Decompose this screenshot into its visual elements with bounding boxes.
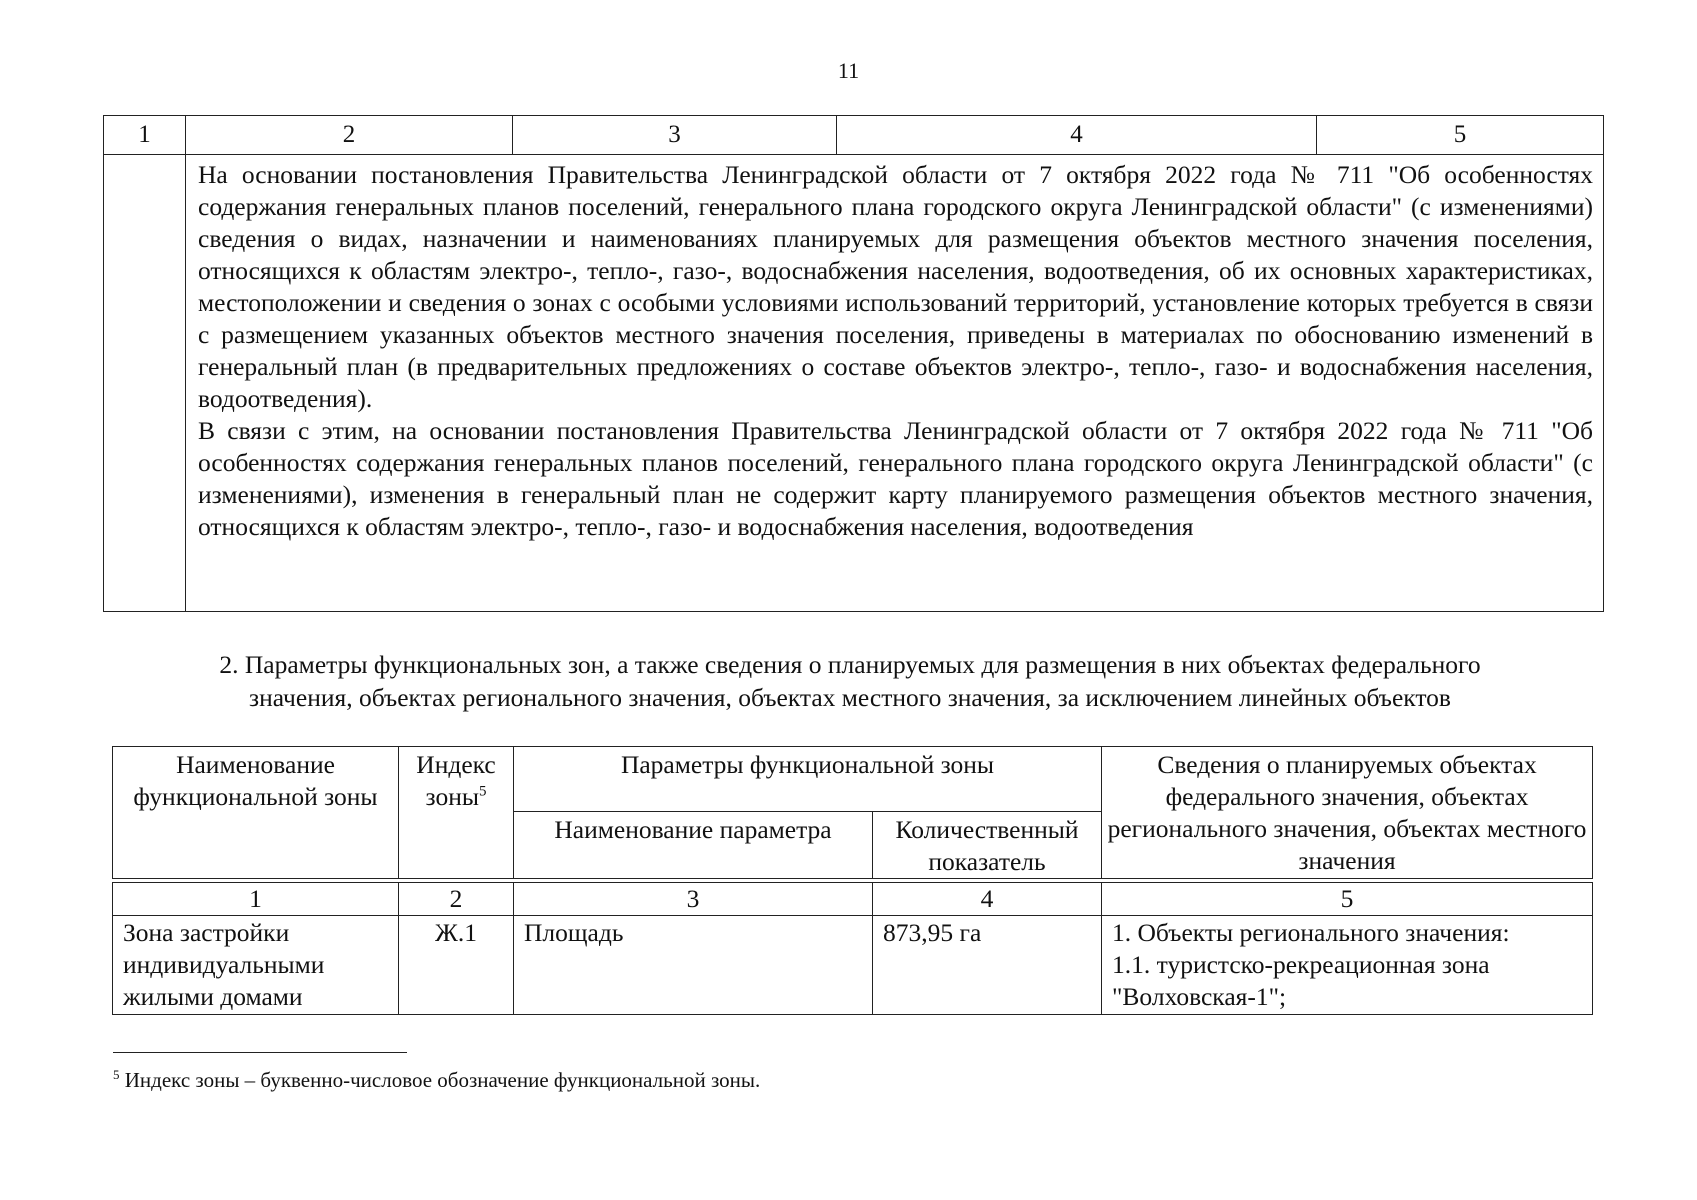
continued-table <box>103 115 1604 612</box>
param-name-cell: Площадь <box>514 916 873 1015</box>
header-param-value: Количественный показатель <box>873 812 1102 879</box>
table-number-row <box>113 883 1593 916</box>
column-number: 1 <box>113 883 399 916</box>
objects-line: 1.1. туристско-рекреационная зона "Волховская-1"; <box>1112 950 1490 1011</box>
section-heading <box>140 648 1560 714</box>
column-number: 2 <box>186 116 513 155</box>
zone-index-cell: Ж.1 <box>399 916 514 1015</box>
table-row <box>104 155 1604 612</box>
column-number: 4 <box>873 883 1102 916</box>
column-number: 3 <box>514 883 873 916</box>
footnote-text: Индекс зоны – буквенно-числовое обозначение функциональной зоны. <box>119 1068 761 1092</box>
table-row <box>113 916 1593 1015</box>
footnote-number: 5 <box>113 1067 120 1082</box>
footnote <box>113 1066 760 1094</box>
section-heading-line: 2. Параметры функциональных зон, а также сведения о планируемых для размещения в них объектах федерального <box>219 650 1481 679</box>
planned-objects-cell <box>1102 916 1593 1015</box>
section-heading-line: значения, объектах регионального значения, объектах местного значения, за исключением линейных объектов <box>249 683 1451 712</box>
footnote-separator <box>113 1052 407 1053</box>
column-number: 1 <box>104 116 186 155</box>
objects-line: 1. Объекты регионального значения: <box>1112 918 1510 947</box>
column-number: 2 <box>399 883 514 916</box>
paragraph: В связи с этим, на основании постановления Правительства Ленинградской области от 7 октября 2022 года № 711 "Об особенностях содержания генеральных планов поселений, генерального плана городского округа Ленинградской области" (с изменениями), изменения в генеральный план не содержит карту планируемого размещения объектов местного значения, относящихся к областям электро-, тепло-, газо- и водоснабжения населения, водоотведения <box>198 416 1593 541</box>
header-param-name: Наименование параметра <box>514 812 873 879</box>
page-number: 11 <box>837 58 860 83</box>
footnote-mark: 5 <box>478 783 487 800</box>
table-number-row <box>104 116 1604 155</box>
header-zone-name: Наименование функциональной зоны <box>113 747 399 879</box>
paragraph: На основании постановления Правительства Ленинградской области от 7 октября 2022 года № 711 "Об особенностях содержания генеральных планов поселений, генерального плана городского округа Ленинградской области" (с изменениями) сведения о видах, назначении и наименованиях планируемых для размещения объектов местного значения поселения, относящихся к областям электро-, тепло-, газо-, водоснабжения населения, водоотведения, об их основных характеристиках, местоположении и сведения о зонах с особыми условиями использований территорий, установление которых требуется в связи с размещением указанных объектов местного значения поселения, приведены в материалах по обоснованию изменений в генеральный план (в предварительных предложениях о составе объектов электро-, тепло-, газо- и водоснабжения населения, водоотведения). <box>198 160 1593 413</box>
param-value-cell: 873,95 га <box>873 916 1102 1015</box>
column-number: 3 <box>513 116 837 155</box>
column-number: 5 <box>1317 116 1604 155</box>
merged-text-cell <box>186 155 1604 612</box>
header-zone-index-text: Индекс зоны <box>416 750 496 811</box>
header-planned-objects: Сведения о планируемых объектах федерального значения, объектах регионального значения, объектах местного значения <box>1102 747 1593 879</box>
zone-name-cell: Зона застройки индивидуальными жилыми домами <box>113 916 399 1015</box>
empty-cell <box>104 155 186 612</box>
column-number: 5 <box>1102 883 1593 916</box>
column-number: 4 <box>837 116 1317 155</box>
functional-zones-table <box>112 746 1593 1015</box>
header-zone-params: Параметры функциональной зоны <box>514 747 1102 812</box>
header-zone-index <box>399 747 514 879</box>
